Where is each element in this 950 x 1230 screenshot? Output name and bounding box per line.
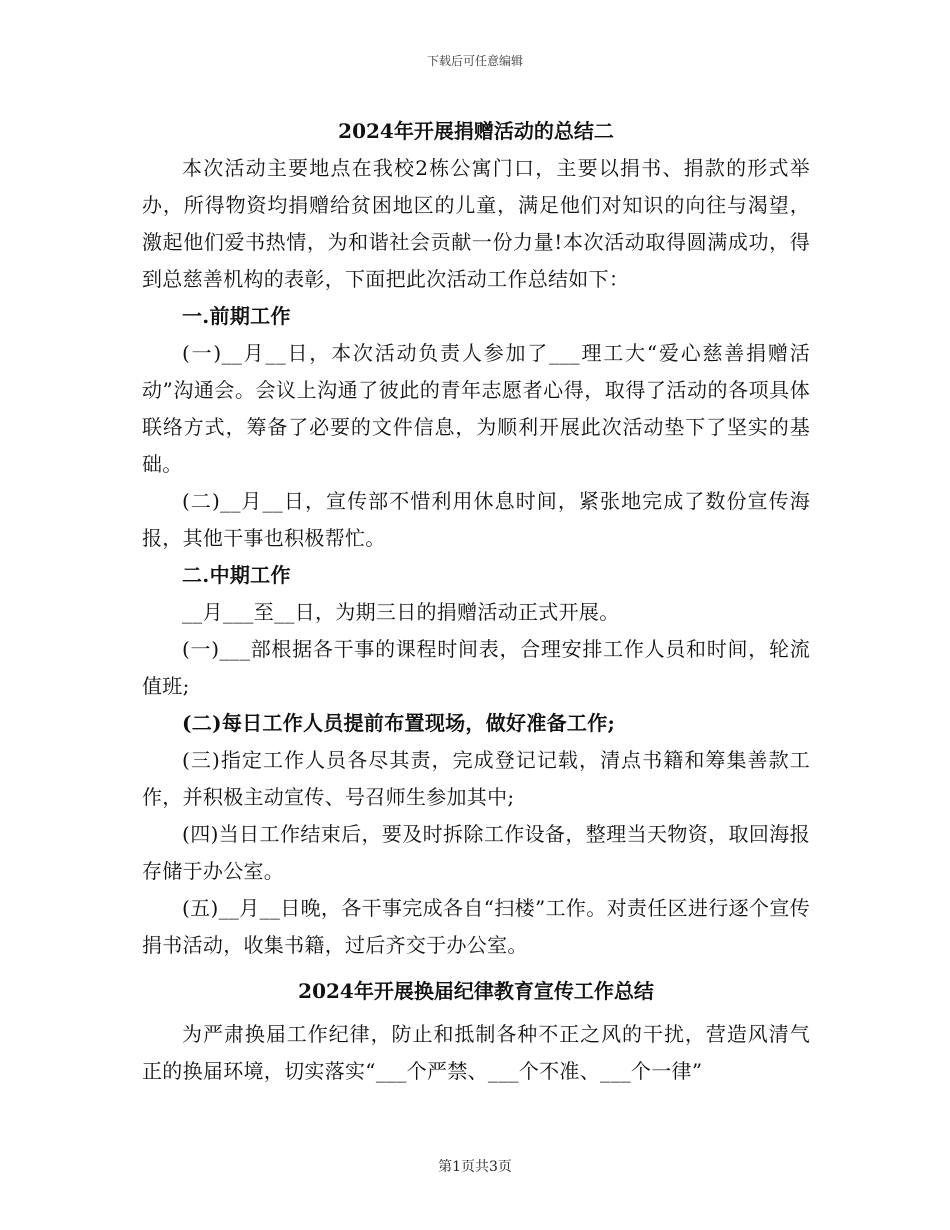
intro-paragraph: 本次活动主要地点在我校2栋公寓门口，主要以捐书、捐款的形式举办，所得物资均捐赠给贫困地区的儿童，满足他们对知识的向往与渴望，激起他们爱书热情，为和谐社会贡献一份力量!本次活动取得圆满成功，得到总慈善机构的表彰，下面把此次活动工作总结如下： [142, 156, 810, 291]
page-footer: 第1页共3页 [438, 1159, 512, 1175]
paragraph-mid-work-5: (五)__月__日晚，各干事完成各自“扫楼”工作。对责任区进行逐个宣传捐书活动，收集书籍，过后齐交于办公室。 [142, 896, 810, 957]
paragraph-mid-work-0: __月___至__日，为期三日的捐赠活动正式开展。 [182, 600, 620, 624]
paragraph-mid-work-2: (二)每日工作人员提前布置现场，做好准备工作; [182, 711, 616, 735]
paragraph-early-work-2: (二)__月__日，宣传部不惜利用休息时间，紧张地完成了数份宣传海报，其他干事也积极帮忙。 [142, 489, 810, 550]
document-body [142, 112, 810, 1090]
section-heading-early-work: 一.前期工作 [182, 304, 291, 328]
document-title: 2024年开展捐赠活动的总结二 [338, 119, 614, 143]
section-heading-mid-work: 二.中期工作 [182, 563, 291, 587]
second-document-title: 2024年开展换届纪律教育宣传工作总结 [298, 979, 654, 1003]
paragraph-mid-work-1: (一)___部根据各干事的课程时间表，合理安排工作人员和时间，轮流值班; [142, 637, 810, 698]
paragraph-mid-work-3: (三)指定工作人员各尽其责，完成登记记载，清点书籍和筹集善款工作，并积极主动宣传、号召师生参加其中; [142, 748, 810, 809]
paragraph-mid-work-4: (四)当日工作结束后，要及时拆除工作设备，整理当天物资，取回海报存储于办公室。 [142, 822, 810, 883]
paragraph-discipline-intro: 为严肃换届工作纪律，防止和抵制各种不正之风的干扰，营造风清气正的换届环境，切实落实“___个严禁、___个不准、___个一律” [142, 1022, 810, 1083]
header-note: 下载后可任意编辑 [426, 54, 523, 68]
paragraph-early-work-1: (一)__月__日，本次活动负责人参加了___理工大“爱心慈善捐赠活动”沟通会。会议上沟通了彼此的青年志愿者心得，取得了活动的各项具体联络方式，筹备了必要的文件信息，为顺利开展此次活动垫下了坚实的基础。 [142, 341, 810, 476]
